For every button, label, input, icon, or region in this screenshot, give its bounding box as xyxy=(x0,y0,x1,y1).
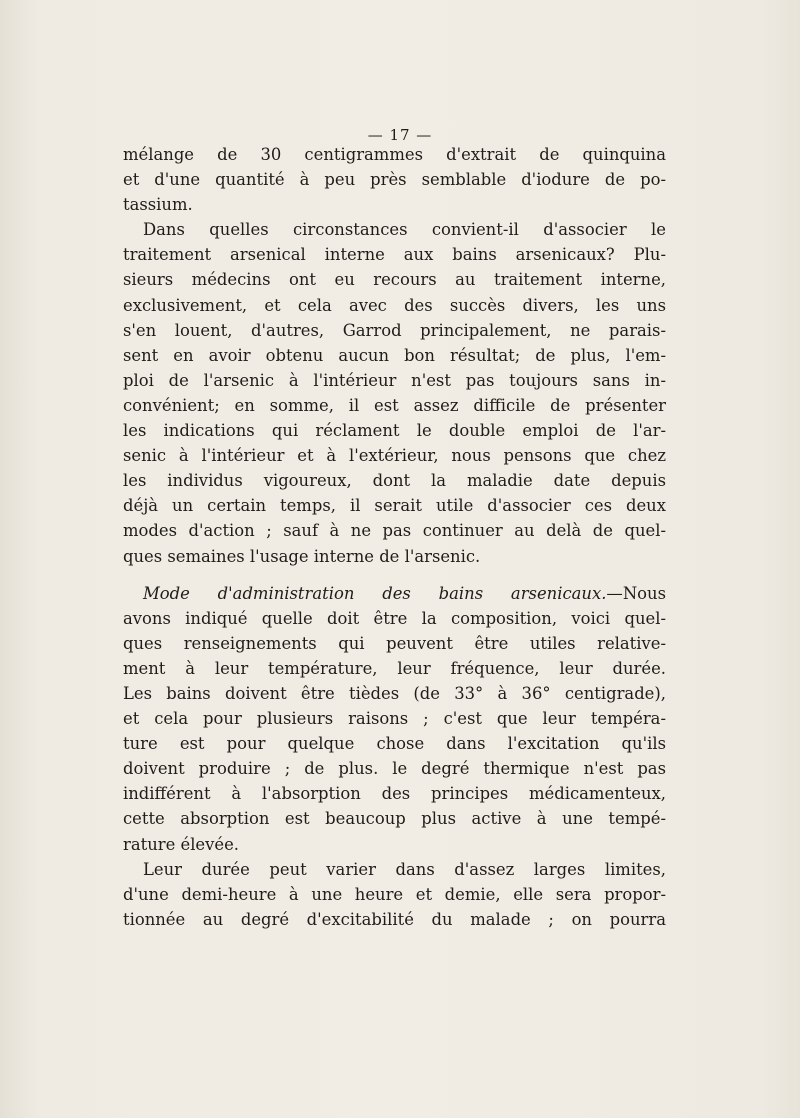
text-line: et cela pour plusieurs raisons ; c'est que leur tempéra- xyxy=(123,709,666,729)
text-line xyxy=(123,217,666,242)
text-line: les indications qui réclament le double emploi de l'ar- xyxy=(123,421,666,441)
page-number: — 17 — xyxy=(367,126,433,144)
text-line: d'une demi-heure à une heure et demie, elle sera propor- xyxy=(123,884,666,904)
text-line: rature élevée. xyxy=(123,834,240,854)
text-line: modes d'action ; sauf à ne pas continuer au delà de quel- xyxy=(123,521,666,541)
text-line: convénient; en somme, il est assez difficile de présenter xyxy=(123,395,666,415)
text-line: avons indiqué quelle doit être la composition, voici quel- xyxy=(123,608,666,628)
text-line-content: —Nous xyxy=(606,583,666,603)
body-text xyxy=(123,142,666,932)
text-line: ques semaines l'usage interne de l'arsenic. xyxy=(123,546,481,566)
section-heading: Mode d'administration des bains arsenicaux. xyxy=(143,583,607,603)
text-line: doivent produire ; de plus. le degré thermique n'est pas xyxy=(123,759,666,779)
text-line xyxy=(123,857,666,882)
text-line: sent en avoir obtenu aucun bon résultat; de plus, l'em- xyxy=(123,345,666,365)
text-line xyxy=(123,581,666,606)
text-line: et d'une quantité à peu près semblable d'iodure de po- xyxy=(123,170,666,190)
text-line-content: Leur durée peut varier dans d'assez larges limites, xyxy=(143,859,666,879)
text-line-content: Dans quelles circonstances convient-il d'associer le xyxy=(143,220,666,240)
text-line: senic à l'intérieur et à l'extérieur, nous pensons que chez xyxy=(123,446,666,466)
text-line: déjà un certain temps, il serait utile d'associer ces deux xyxy=(123,496,666,516)
text-line: cette absorption est beaucoup plus active à une tempé- xyxy=(123,809,666,829)
text-line: ment à leur température, leur fréquence, leur durée. xyxy=(123,658,666,678)
text-line: traitement arsenical interne aux bains arsenicaux? Plu- xyxy=(123,245,666,265)
text-line: les individus vigoureux, dont la maladie date depuis xyxy=(123,471,666,491)
text-line: tionnée au degré d'excitabilité du malade ; on pourra xyxy=(123,909,666,929)
text-line: Les bains doivent être tièdes (de 33° à 36° centigrade), xyxy=(123,683,666,703)
text-line: ploi de l'arsenic à l'intérieur n'est pas toujours sans in- xyxy=(123,370,666,390)
text-line: ture est pour quelque chose dans l'excitation qu'ils xyxy=(123,734,666,754)
text-line: s'en louent, d'autres, Garrod principalement, ne parais- xyxy=(123,320,666,340)
text-line: indifférent à l'absorption des principes médicamenteux, xyxy=(123,784,666,804)
text-line: sieurs médecins ont eu recours au traitement interne, xyxy=(123,270,666,290)
text-line: ques renseignements qui peuvent être utiles relative- xyxy=(123,633,666,653)
paragraph-gap xyxy=(123,569,666,581)
text-line: tassium. xyxy=(123,195,193,215)
text-line: exclusivement, et cela avec des succès divers, les uns xyxy=(123,295,666,315)
text-line: mélange de 30 centigrammes d'extrait de quinquina xyxy=(123,145,666,164)
